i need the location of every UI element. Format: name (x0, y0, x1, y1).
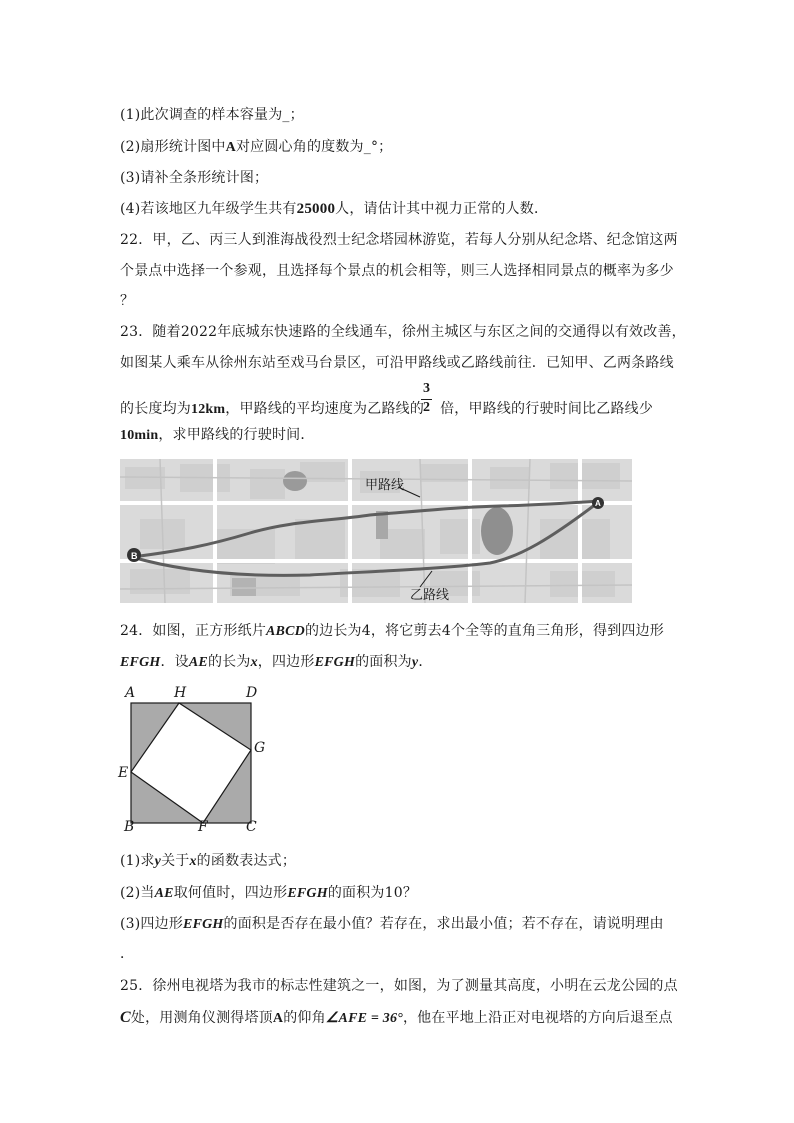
label-c: C (246, 819, 257, 834)
label-e: E (118, 765, 129, 781)
fraction-numerator: 3 (423, 381, 430, 396)
q23-line3: 的长度均为12km，甲路线的平均速度为乙路线的 倍，甲路线的行驶时间比乙路线少 (120, 401, 654, 417)
label-f: F (198, 819, 208, 834)
route-map (120, 459, 632, 603)
q22-line2: 个景点中选择一个参观，且选择每个景点的机会相等，则三人选择相同景点的概率为多少 (120, 263, 674, 279)
q25-line2: C处，用测角仪测得塔顶A的仰角∠AFE = 36°，他在平地上沿正对电视塔的方向后退至点 (120, 1009, 673, 1026)
q24-sub1: (1)求y关于x的函数表达式； (120, 853, 297, 869)
q21-part2: (2)扇形统计图中A对应圆心角的度数为_°； (120, 139, 393, 155)
q21-part3: (3)请补全条形统计图； (120, 170, 269, 186)
q22-line1: 22．甲，乙、丙三人到淮海战役烈士纪念塔园林游览，若每人分别从纪念塔、纪念馆这两 (120, 232, 678, 248)
route-map-graphic (120, 459, 632, 603)
q22-line3: ？ (120, 293, 135, 309)
q23-line1: 23．随着2022年底城东快速路的全线通车，徐州主城区与东区之间的交通得以有效改善， (120, 324, 686, 340)
label-h: H (174, 685, 187, 701)
q23-line4: 10min，求甲路线的行驶时间． (120, 427, 315, 443)
q21-part1: (1)此次调查的样本容量为_； (120, 107, 304, 123)
q23-line2: 如图某人乘车从徐州东站至戏马台景区，可沿甲路线或乙路线前往．已知甲、乙两条路线 (120, 355, 674, 371)
map-label-jia: 甲路线 (365, 478, 405, 493)
map-marker-b: B (131, 551, 138, 561)
square-figure (115, 684, 275, 834)
q24-line2: EFGH．设AE的长为x，四边形EFGH的面积为y． (120, 654, 433, 670)
q21-part4: (4)若该地区九年级学生共有25000人，请估计其中视力正常的人数． (120, 201, 549, 217)
q24-sub3-end: ． (120, 946, 135, 962)
label-b: B (124, 819, 135, 834)
label-g: G (254, 740, 266, 756)
q25-line1: 25．徐州电视塔为我市的标志性建筑之一，如图，为了测量其高度，小明在云龙公园的点 (120, 978, 678, 994)
q24-sub2: (2)当AE取何值时，四边形EFGH的面积为10？ (120, 885, 418, 901)
map-label-yi: 乙路线 (410, 588, 450, 603)
q24-line1: 24．如图，正方形纸片ABCD的边长为4，将它剪去4个全等的直角三角形，得到四边形 (120, 623, 664, 639)
fraction-denominator: 2 (423, 400, 430, 415)
label-a: A (125, 685, 136, 701)
map-marker-a: A (595, 499, 601, 508)
q24-sub3: (3)四边形EFGH的面积是否存在最小值？若存在，求出最小值；若不存在，请说明理由 (120, 916, 664, 932)
label-d: D (246, 685, 258, 701)
